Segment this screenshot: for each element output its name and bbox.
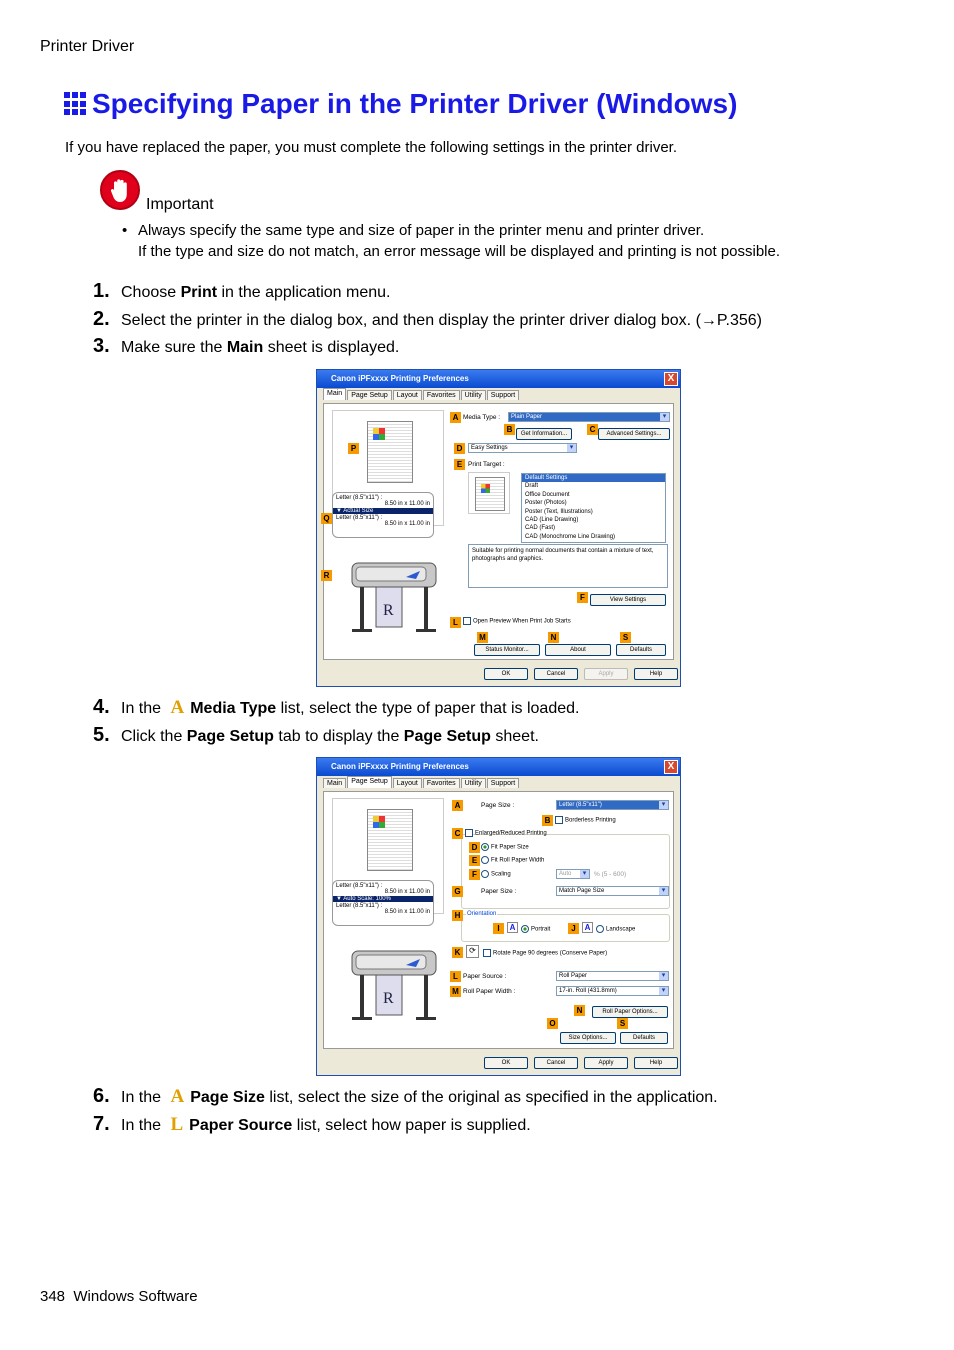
list-item[interactable]: CAD (Monochrome Line Drawing) <box>525 533 616 540</box>
tag-h: H <box>452 910 463 921</box>
roll-paper-options-button[interactable]: Roll Paper Options... <box>592 1006 668 1018</box>
borderless-checkbox[interactable]: Borderless Printing <box>555 816 616 824</box>
list-item[interactable]: Office Document <box>525 491 570 498</box>
tag-e: E <box>454 459 465 470</box>
scaling-radio[interactable]: Scaling <box>481 870 511 878</box>
tab-utility[interactable]: Utility <box>461 390 486 400</box>
tab-favorites[interactable]: Favorites <box>423 390 460 400</box>
enlarged-reduced-checkbox[interactable]: Enlarged/Reduced Printing <box>465 829 547 837</box>
intro-text: If you have replaced the paper, you must complete the following settings in the printer driver. <box>65 139 678 156</box>
list-item[interactable]: Poster (Text, Illustrations) <box>525 508 593 515</box>
tag-r: R <box>321 570 332 581</box>
tab-bar <box>323 390 520 400</box>
step-1: 1. Choose Print in the application menu. <box>93 280 391 302</box>
tag-m: M <box>477 632 488 643</box>
tag-c: C <box>587 424 598 435</box>
color-logo-icon <box>373 816 385 828</box>
actual-size-row: ▼ Actual Size <box>333 508 433 514</box>
section-title <box>64 88 737 120</box>
rotate-page-checkbox[interactable]: Rotate Page 90 degrees (Conserve Paper) <box>483 949 607 957</box>
tag-q: Q <box>321 513 332 524</box>
tag-m: M <box>450 986 461 997</box>
tag-b: B <box>504 424 515 435</box>
page-size-label: Page Size : <box>481 802 515 809</box>
list-item[interactable]: Draft <box>525 483 539 490</box>
landscape-radio[interactable]: Landscape <box>596 925 635 933</box>
list-item[interactable]: Poster (Photos) <box>525 500 567 507</box>
paper-preview <box>367 421 413 483</box>
tab-main[interactable]: Main <box>323 778 346 788</box>
list-item[interactable]: CAD (Fast) <box>525 525 555 532</box>
list-item[interactable]: CAD (Line Drawing) <box>525 516 579 523</box>
dialog-title-bar: Canon iPFxxxx Printing Preferences X <box>317 758 680 776</box>
open-preview-checkbox[interactable]: Open Preview When Print Job Starts <box>463 617 571 625</box>
media-type-select[interactable]: Plain Paper ▾ <box>508 412 670 422</box>
cancel-button[interactable]: Cancel <box>534 1057 578 1069</box>
size-info-box: Letter (8.5"x11") : 8.50 in x 11.00 in ▼ Auto Scale: 100% Letter (8.5"x11") : 8.50 in x 11.00 in <box>332 880 434 926</box>
tag-i: I <box>493 923 504 934</box>
landscape-icon: A <box>582 922 593 933</box>
page-title: Specifying Paper in the Printer Driver (Windows) <box>92 88 738 119</box>
portrait-icon: A <box>507 922 518 933</box>
page-size-select[interactable]: Letter (8.5"x11") ▾ <box>556 800 669 810</box>
help-button[interactable]: Help <box>634 668 678 680</box>
tag-f: F <box>469 869 480 880</box>
defaults-button[interactable]: Defaults <box>620 1032 668 1044</box>
fit-roll-width-radio[interactable]: Fit Roll Paper Width <box>481 856 544 864</box>
important-item-2: If the type and size do not match, an error message will be displayed and printing is not possible. <box>138 243 781 260</box>
apply-button[interactable]: Apply <box>584 1057 628 1069</box>
ok-button[interactable]: OK <box>484 1057 528 1069</box>
svg-text:R: R <box>383 990 394 1007</box>
status-monitor-button[interactable]: Status Monitor... <box>474 644 540 656</box>
apply-button[interactable]: Apply <box>584 668 628 680</box>
tag-p: P <box>348 443 359 454</box>
tag-s: S <box>617 1018 628 1029</box>
ok-button[interactable]: OK <box>484 668 528 680</box>
printer-illustration-icon <box>346 937 442 1023</box>
tag-c: C <box>452 828 463 839</box>
main-panel <box>323 403 674 660</box>
grid-icon <box>64 92 88 116</box>
paper-size-select[interactable]: Match Page Size ▾ <box>556 886 669 896</box>
target-description: Suitable for printing normal documents that contain a mixture of text, photographs and graphics. <box>468 544 668 588</box>
help-button[interactable]: Help <box>634 1057 678 1069</box>
printer-illustration-icon <box>346 549 442 635</box>
advanced-settings-button[interactable]: Advanced Settings... <box>598 428 670 440</box>
list-item[interactable]: Default Settings <box>522 474 665 482</box>
print-target-label: Print Target : <box>468 461 505 468</box>
step-3: 3. Make sure the Main sheet is displayed. <box>93 335 400 357</box>
roll-paper-width-select[interactable]: 17-in. Roll (431.8mm) ▾ <box>556 986 669 996</box>
tag-k: K <box>452 947 463 958</box>
hand-stop-icon <box>100 170 140 210</box>
footer-section: Windows Software <box>73 1288 198 1305</box>
about-button[interactable]: About <box>545 644 611 656</box>
svg-text:R: R <box>383 602 394 619</box>
running-head: Printer Driver <box>40 38 135 55</box>
dialog-title-bar: Canon iPFxxxx Printing Preferences X <box>317 370 680 388</box>
page-number: 348 <box>40 1288 66 1305</box>
tag-n: N <box>574 1005 585 1016</box>
step-4: 4. In the A Media Type list, select the type of paper that is loaded. <box>93 696 580 718</box>
tag-j: J <box>568 923 579 934</box>
step-5: 5. Click the Page Setup tab to display the Page Setup sheet. <box>93 724 539 746</box>
paper-source-label: Paper Source : <box>463 973 507 980</box>
tag-d: D <box>454 443 465 454</box>
tag-g: G <box>452 886 463 897</box>
tag-o: O <box>547 1018 558 1029</box>
tab-layout[interactable]: Layout <box>393 778 422 788</box>
media-type-label: Media Type : <box>463 414 501 421</box>
size-info-box: Letter (8.5"x11") : 8.50 in x 11.00 in ▼ Actual Size Letter (8.5"x11") : 8.50 in x 11.00 in <box>332 492 434 538</box>
paper-source-select[interactable]: Roll Paper ▾ <box>556 971 669 981</box>
tag-f: F <box>577 592 588 603</box>
main-sheet-screenshot <box>316 369 681 687</box>
tab-utility[interactable]: Utility <box>461 778 486 788</box>
tab-page-setup[interactable]: Page Setup <box>347 390 392 400</box>
print-target-thumbnail <box>468 472 510 514</box>
fit-paper-size-radio[interactable]: Fit Paper Size <box>481 843 529 851</box>
step-7: 7. In the L Paper Source list, select how paper is supplied. <box>93 1113 531 1135</box>
tab-bar <box>323 778 520 788</box>
close-icon[interactable]: X <box>664 372 678 386</box>
orientation-title: Orientation <box>467 911 497 917</box>
rotate-icon: ⟳ <box>466 945 479 958</box>
easy-settings-select[interactable]: Easy Settings ▾ <box>468 443 577 453</box>
tag-l: L <box>450 617 461 628</box>
tag-n: N <box>548 632 559 643</box>
bullet: • <box>122 222 128 239</box>
tag-d: D <box>469 842 480 853</box>
scaling-input[interactable]: Auto ▾ <box>556 869 590 879</box>
paper-size-label: Paper Size : <box>481 888 517 895</box>
auto-scale-row: ▼ Auto Scale: 100% <box>333 896 433 902</box>
defaults-button[interactable]: Defaults <box>616 644 666 656</box>
color-logo-icon <box>373 428 385 440</box>
tag-l: L <box>450 971 461 982</box>
view-settings-button[interactable]: View Settings <box>590 594 666 606</box>
roll-paper-width-label: Roll Paper Width : <box>463 988 516 995</box>
size-options-button[interactable]: Size Options... <box>560 1032 616 1044</box>
page-setup-screenshot <box>316 757 681 1076</box>
scaling-range: % (5 - 600) <box>594 871 627 878</box>
tab-main[interactable]: Main <box>323 388 346 400</box>
step-6: 6. In the A Page Size list, select the size of the original as specified in the application. <box>93 1085 718 1107</box>
tag-a: A <box>450 412 461 423</box>
page-setup-panel <box>323 791 674 1049</box>
tab-support[interactable]: Support <box>487 778 520 788</box>
tab-favorites[interactable]: Favorites <box>423 778 460 788</box>
important-label: Important <box>146 196 214 213</box>
important-item-1: Always specify the same type and size of paper in the printer menu and printer driver. <box>138 222 705 239</box>
print-target-list[interactable] <box>521 473 666 543</box>
tag-a: A <box>452 800 463 811</box>
portrait-radio[interactable]: Portrait <box>521 925 550 933</box>
tab-layout[interactable]: Layout <box>393 390 422 400</box>
tag-e: E <box>469 855 480 866</box>
tag-b: B <box>542 815 553 826</box>
tab-support[interactable]: Support <box>487 390 520 400</box>
tab-page-setup[interactable]: Page Setup <box>347 776 392 788</box>
get-information-button[interactable]: Get Information... <box>516 428 572 440</box>
paper-preview <box>367 809 413 871</box>
color-logo-icon <box>481 484 490 493</box>
page-footer <box>40 1288 198 1305</box>
tag-s: S <box>620 632 631 643</box>
step-2: 2. Select the printer in the dialog box, and then display the printer driver dialog box. (→P.356) <box>93 308 762 330</box>
cancel-button[interactable]: Cancel <box>534 668 578 680</box>
close-icon[interactable]: X <box>664 760 678 774</box>
